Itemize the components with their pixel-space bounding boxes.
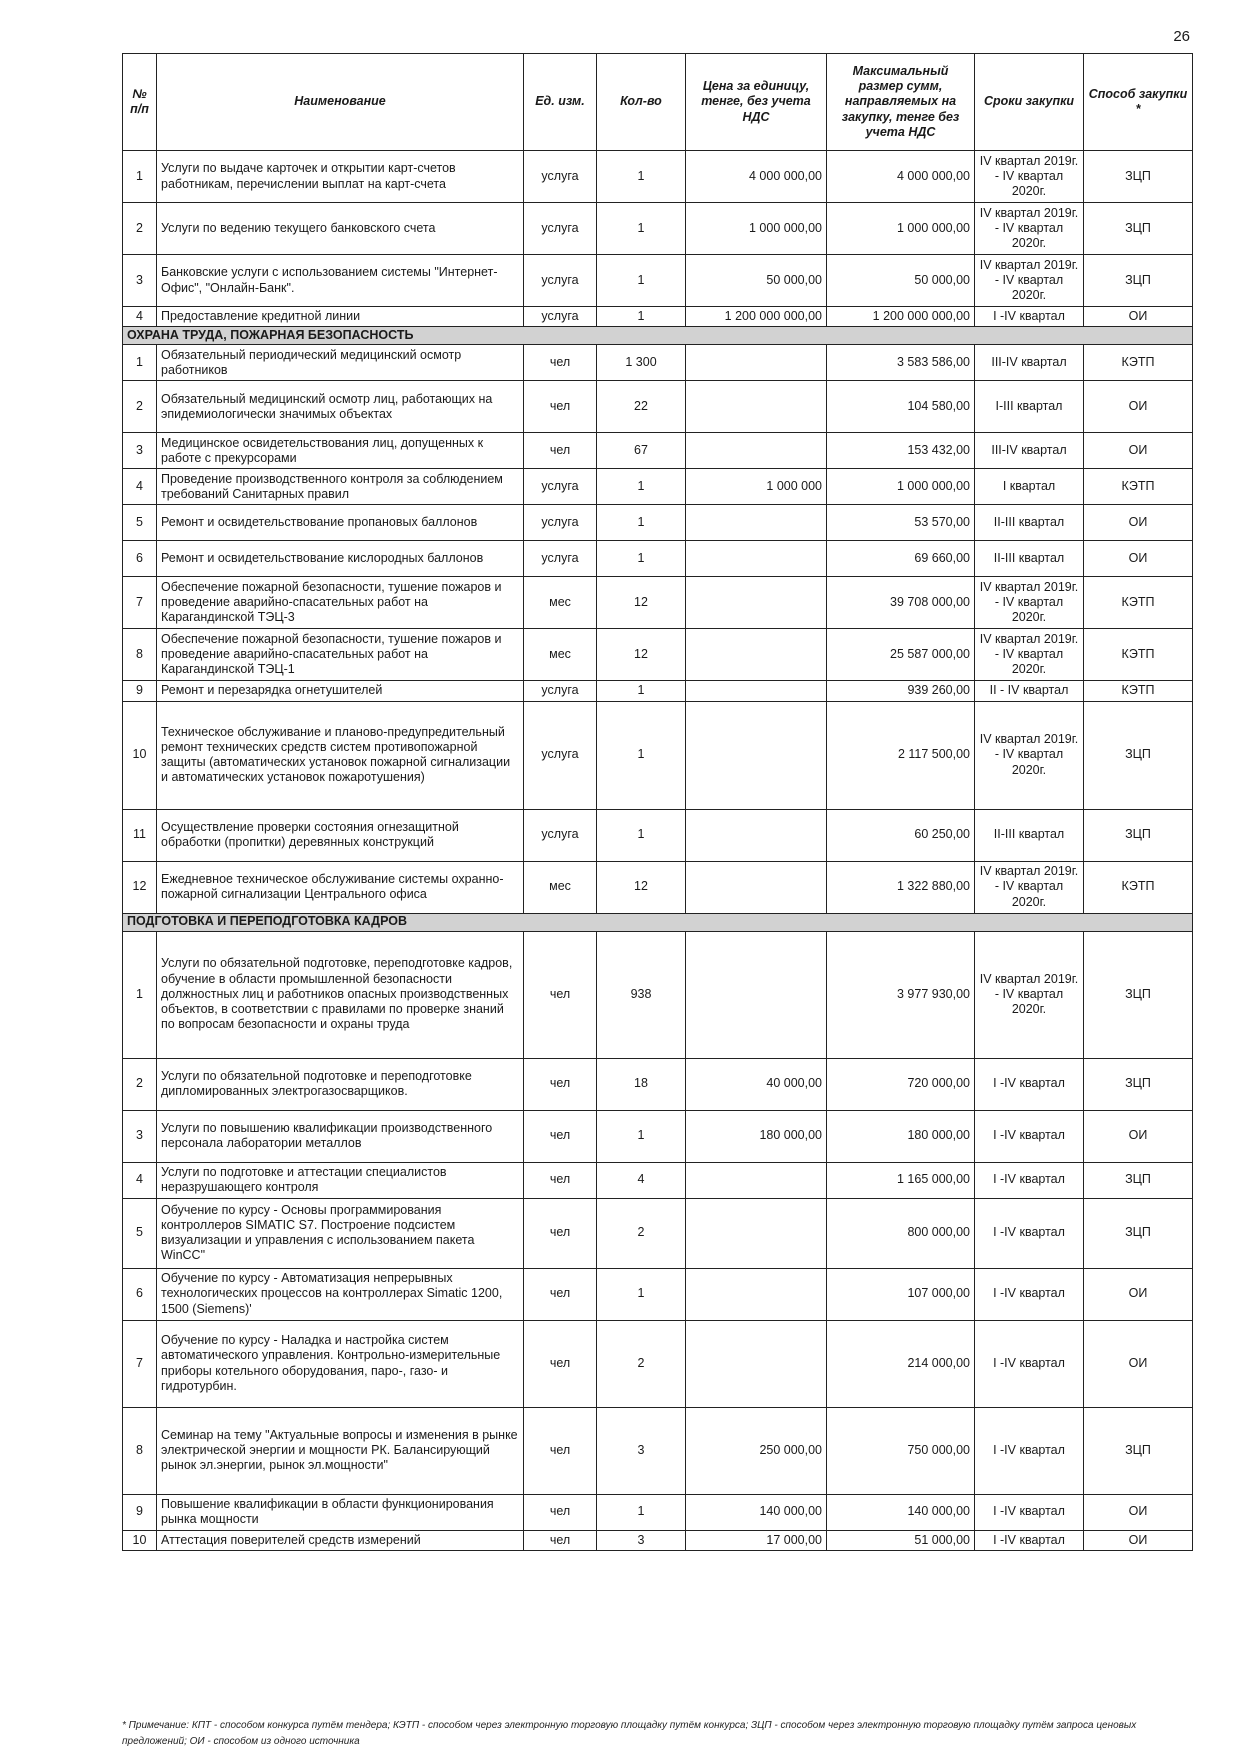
- item-name-cell: Техническое обслуживание и планово-предупредительный ремонт технических средств систем противопожарной защиты (автоматических установок пожарной сигнализации и автоматических установок пожаротушения): [157, 701, 524, 809]
- method-cell: ЗЦП: [1084, 151, 1193, 203]
- unit-price-cell: [686, 505, 827, 541]
- table-row: [123, 629, 1193, 681]
- quantity-cell: 1: [597, 151, 686, 203]
- table-row: [123, 151, 1193, 203]
- max-amount-cell: 1 000 000,00: [827, 469, 975, 505]
- item-name-cell: Услуги по выдаче карточек и открытии карт-счетов работникам, перечислении выплат на карт-счета: [157, 151, 524, 203]
- max-amount-cell: 53 570,00: [827, 505, 975, 541]
- item-name-cell: Медицинское освидетельствования лиц, допущенных к работе с прекурсорами: [157, 433, 524, 469]
- unit-price-cell: 140 000,00: [686, 1494, 827, 1530]
- table-row: [123, 1110, 1193, 1162]
- method-cell: ЗЦП: [1084, 931, 1193, 1058]
- quantity-cell: 1: [597, 505, 686, 541]
- method-cell: ЗЦП: [1084, 701, 1193, 809]
- page-number: 26: [1173, 28, 1190, 45]
- item-name-cell: Обеспечение пожарной безопасности, тушение пожаров и проведение аварийно-спасательных работ на Карагандинской ТЭЦ-1: [157, 629, 524, 681]
- period-cell: I -IV квартал: [975, 1320, 1084, 1407]
- max-amount-cell: 69 660,00: [827, 541, 975, 577]
- method-cell: ОИ: [1084, 307, 1193, 327]
- unit-cell: чел: [524, 1198, 597, 1268]
- item-name-cell: Аттестация поверителей средств измерений: [157, 1530, 524, 1550]
- item-name-cell: Ремонт и перезарядка огнетушителей: [157, 681, 524, 701]
- quantity-cell: 1: [597, 469, 686, 505]
- unit-price-cell: 50 000,00: [686, 255, 827, 307]
- quantity-cell: 12: [597, 577, 686, 629]
- header-price: Цена за единицу, тенге, без учета НДС: [686, 54, 827, 151]
- header-no: № п/п: [123, 54, 157, 151]
- period-cell: IV квартал 2019г. - IV квартал 2020г.: [975, 629, 1084, 681]
- item-name-cell: Банковские услуги с использованием системы "Интернет-Офис", "Онлайн-Банк".: [157, 255, 524, 307]
- item-name-cell: Обязательный периодический медицинский осмотр работников: [157, 345, 524, 381]
- unit-price-cell: [686, 931, 827, 1058]
- row-number-cell: 6: [123, 541, 157, 577]
- unit-price-cell: 1 000 000,00: [686, 203, 827, 255]
- method-cell: ЗЦП: [1084, 255, 1193, 307]
- max-amount-cell: 939 260,00: [827, 681, 975, 701]
- item-name-cell: Обучение по курсу - Автоматизация непрерывных технологических процессов на контроллерах Simatic 1200, 1500 (Siemens)': [157, 1268, 524, 1320]
- unit-price-cell: [686, 433, 827, 469]
- table-row: [123, 1162, 1193, 1198]
- item-name-cell: Обеспечение пожарной безопасности, тушение пожаров и проведение аварийно-спасательных работ на Карагандинской ТЭЦ-3: [157, 577, 524, 629]
- row-number-cell: 11: [123, 809, 157, 861]
- quantity-cell: 1: [597, 1268, 686, 1320]
- table-row: [123, 681, 1193, 701]
- method-cell: КЭТП: [1084, 345, 1193, 381]
- item-name-cell: Обязательный медицинский осмотр лиц, работающих на эпидемиологически значимых объектах: [157, 381, 524, 433]
- method-cell: ЗЦП: [1084, 809, 1193, 861]
- max-amount-cell: 51 000,00: [827, 1530, 975, 1550]
- period-cell: IV квартал 2019г. - IV квартал 2020г.: [975, 151, 1084, 203]
- quantity-cell: 1: [597, 1494, 686, 1530]
- row-number-cell: 3: [123, 1110, 157, 1162]
- method-cell: ЗЦП: [1084, 1058, 1193, 1110]
- unit-cell: чел: [524, 931, 597, 1058]
- quantity-cell: 2: [597, 1198, 686, 1268]
- table-row: [123, 701, 1193, 809]
- item-name-cell: Ремонт и освидетельствование пропановых баллонов: [157, 505, 524, 541]
- table-row: [123, 809, 1193, 861]
- quantity-cell: 1: [597, 1110, 686, 1162]
- unit-cell: услуга: [524, 203, 597, 255]
- section-header-row: [123, 913, 1193, 931]
- table-row: [123, 469, 1193, 505]
- item-name-cell: Услуги по подготовке и аттестации специалистов неразрушающего контроля: [157, 1162, 524, 1198]
- max-amount-cell: 720 000,00: [827, 1058, 975, 1110]
- period-cell: I -IV квартал: [975, 1407, 1084, 1494]
- unit-cell: услуга: [524, 255, 597, 307]
- unit-price-cell: [686, 1320, 827, 1407]
- unit-cell: услуга: [524, 809, 597, 861]
- quantity-cell: 1: [597, 203, 686, 255]
- max-amount-cell: 107 000,00: [827, 1268, 975, 1320]
- item-name-cell: Предоставление кредитной линии: [157, 307, 524, 327]
- unit-price-cell: [686, 541, 827, 577]
- unit-cell: услуга: [524, 541, 597, 577]
- method-cell: КЭТП: [1084, 629, 1193, 681]
- table-row: [123, 577, 1193, 629]
- item-name-cell: Повышение квалификации в области функционирования рынка мощности: [157, 1494, 524, 1530]
- row-number-cell: 4: [123, 1162, 157, 1198]
- method-cell: ОИ: [1084, 1494, 1193, 1530]
- table-row: [123, 203, 1193, 255]
- method-cell: ОИ: [1084, 505, 1193, 541]
- quantity-cell: 2: [597, 1320, 686, 1407]
- max-amount-cell: 25 587 000,00: [827, 629, 975, 681]
- method-cell: КЭТП: [1084, 861, 1193, 913]
- row-number-cell: 9: [123, 1494, 157, 1530]
- header-qty: Кол-во: [597, 54, 686, 151]
- period-cell: I -IV квартал: [975, 1198, 1084, 1268]
- method-cell: ЗЦП: [1084, 1407, 1193, 1494]
- quantity-cell: 1 300: [597, 345, 686, 381]
- header-period: Сроки закупки: [975, 54, 1084, 151]
- row-number-cell: 5: [123, 1198, 157, 1268]
- row-number-cell: 12: [123, 861, 157, 913]
- method-cell: ОИ: [1084, 541, 1193, 577]
- unit-price-cell: [686, 1198, 827, 1268]
- max-amount-cell: 750 000,00: [827, 1407, 975, 1494]
- row-number-cell: 3: [123, 433, 157, 469]
- method-cell: ЗЦП: [1084, 1162, 1193, 1198]
- unit-cell: чел: [524, 345, 597, 381]
- header-unit: Ед. изм.: [524, 54, 597, 151]
- period-cell: IV квартал 2019г. - IV квартал 2020г.: [975, 203, 1084, 255]
- section-header-row: [123, 327, 1193, 345]
- item-name-cell: Проведение производственного контроля за соблюдением требований Санитарных правил: [157, 469, 524, 505]
- row-number-cell: 1: [123, 345, 157, 381]
- period-cell: II-III квартал: [975, 541, 1084, 577]
- period-cell: II - IV квартал: [975, 681, 1084, 701]
- period-cell: I -IV квартал: [975, 1530, 1084, 1550]
- method-cell: ОИ: [1084, 1320, 1193, 1407]
- table-row: [123, 931, 1193, 1058]
- unit-price-cell: 1 200 000 000,00: [686, 307, 827, 327]
- unit-cell: услуга: [524, 469, 597, 505]
- unit-price-cell: [686, 809, 827, 861]
- quantity-cell: 12: [597, 861, 686, 913]
- period-cell: I -IV квартал: [975, 1110, 1084, 1162]
- max-amount-cell: 214 000,00: [827, 1320, 975, 1407]
- item-name-cell: Услуги по повышению квалификации производственного персонала лаборатории металлов: [157, 1110, 524, 1162]
- max-amount-cell: 2 117 500,00: [827, 701, 975, 809]
- unit-price-cell: [686, 861, 827, 913]
- max-amount-cell: 50 000,00: [827, 255, 975, 307]
- unit-cell: услуга: [524, 681, 597, 701]
- item-name-cell: Осуществление проверки состояния огнезащитной обработки (пропитки) деревянных конструкций: [157, 809, 524, 861]
- item-name-cell: Ежедневное техническое обслуживание системы охранно-пожарной сигнализации Центрального офиса: [157, 861, 524, 913]
- unit-price-cell: 40 000,00: [686, 1058, 827, 1110]
- quantity-cell: 22: [597, 381, 686, 433]
- unit-cell: услуга: [524, 701, 597, 809]
- item-name-cell: Обучение по курсу - Наладка и настройка систем автоматического управления. Контрольно-измерительные приборы котельного оборудования, паро-, газо- и гидротурбин.: [157, 1320, 524, 1407]
- period-cell: IV квартал 2019г. - IV квартал 2020г.: [975, 931, 1084, 1058]
- unit-price-cell: [686, 701, 827, 809]
- item-name-cell: Услуги по обязательной подготовке, переподготовке кадров, обучение в области промышленной безопасности должностных лиц и работников опасных производственных объектов, в соответствии с правилами по проверке знаний по вопросам безопасности и охраны труда: [157, 931, 524, 1058]
- period-cell: III-IV квартал: [975, 345, 1084, 381]
- unit-price-cell: [686, 577, 827, 629]
- unit-price-cell: 17 000,00: [686, 1530, 827, 1550]
- header-name: Наименование: [157, 54, 524, 151]
- unit-cell: чел: [524, 1268, 597, 1320]
- item-name-cell: Услуги по обязательной подготовке и переподготовке дипломированных электрогазосварщиков.: [157, 1058, 524, 1110]
- period-cell: III-IV квартал: [975, 433, 1084, 469]
- unit-cell: чел: [524, 1320, 597, 1407]
- method-cell: ОИ: [1084, 1268, 1193, 1320]
- row-number-cell: 2: [123, 203, 157, 255]
- unit-cell: чел: [524, 1110, 597, 1162]
- header-max-amount: Максимальный размер сумм, направляемых на закупку, тенге без учета НДС: [827, 54, 975, 151]
- row-number-cell: 8: [123, 1407, 157, 1494]
- max-amount-cell: 180 000,00: [827, 1110, 975, 1162]
- quantity-cell: 1: [597, 255, 686, 307]
- quantity-cell: 1: [597, 541, 686, 577]
- unit-price-cell: [686, 681, 827, 701]
- period-cell: IV квартал 2019г. - IV квартал 2020г.: [975, 861, 1084, 913]
- period-cell: I -IV квартал: [975, 1058, 1084, 1110]
- max-amount-cell: 1 200 000 000,00: [827, 307, 975, 327]
- row-number-cell: 5: [123, 505, 157, 541]
- unit-cell: услуга: [524, 505, 597, 541]
- table-row: [123, 1530, 1193, 1550]
- unit-cell: чел: [524, 1407, 597, 1494]
- section-title: ОХРАНА ТРУДА, ПОЖАРНАЯ БЕЗОПАСНОСТЬ: [123, 327, 1193, 345]
- quantity-cell: 18: [597, 1058, 686, 1110]
- section-title: ПОДГОТОВКА И ПЕРЕПОДГОТОВКА КАДРОВ: [123, 913, 1193, 931]
- quantity-cell: 4: [597, 1162, 686, 1198]
- table-row: [123, 381, 1193, 433]
- table-row: [123, 255, 1193, 307]
- method-cell: ЗЦП: [1084, 203, 1193, 255]
- quantity-cell: 67: [597, 433, 686, 469]
- max-amount-cell: 1 165 000,00: [827, 1162, 975, 1198]
- method-cell: ОИ: [1084, 1530, 1193, 1550]
- row-number-cell: 4: [123, 469, 157, 505]
- table-row: [123, 1198, 1193, 1268]
- max-amount-cell: 4 000 000,00: [827, 151, 975, 203]
- unit-price-cell: [686, 1268, 827, 1320]
- row-number-cell: 9: [123, 681, 157, 701]
- unit-price-cell: [686, 629, 827, 681]
- table-row: [123, 307, 1193, 327]
- max-amount-cell: 3 583 586,00: [827, 345, 975, 381]
- row-number-cell: 10: [123, 701, 157, 809]
- period-cell: I -IV квартал: [975, 1494, 1084, 1530]
- period-cell: I-III квартал: [975, 381, 1084, 433]
- row-number-cell: 7: [123, 577, 157, 629]
- table-row: [123, 1058, 1193, 1110]
- header-method: Способ закупки *: [1084, 54, 1193, 151]
- period-cell: I -IV квартал: [975, 1162, 1084, 1198]
- period-cell: IV квартал 2019г. - IV квартал 2020г.: [975, 701, 1084, 809]
- row-number-cell: 3: [123, 255, 157, 307]
- row-number-cell: 7: [123, 1320, 157, 1407]
- quantity-cell: 3: [597, 1530, 686, 1550]
- method-cell: КЭТП: [1084, 469, 1193, 505]
- procurement-table: [122, 53, 1193, 1551]
- period-cell: I квартал: [975, 469, 1084, 505]
- item-name-cell: Обучение по курсу - Основы программирования контроллеров SIMATIC S7. Построение подсистем визуализации и управления с использованием пакета WinCC": [157, 1198, 524, 1268]
- max-amount-cell: 800 000,00: [827, 1198, 975, 1268]
- table-row: [123, 861, 1193, 913]
- max-amount-cell: 153 432,00: [827, 433, 975, 469]
- period-cell: II-III квартал: [975, 809, 1084, 861]
- unit-cell: мес: [524, 577, 597, 629]
- table-row: [123, 1407, 1193, 1494]
- unit-cell: мес: [524, 629, 597, 681]
- unit-cell: чел: [524, 1530, 597, 1550]
- item-name-cell: Услуги по ведению текущего банковского счета: [157, 203, 524, 255]
- method-cell: КЭТП: [1084, 681, 1193, 701]
- footnote: * Примечание: КПТ - способом конкурса путём тендера; КЭТП - способом через электронную торговую площадку путём конкурса; ЗЦП - способом через электронную торговую площадку путём запроса ценовых предложений; ОИ - способом из одного источника: [122, 1720, 1137, 1747]
- unit-price-cell: [686, 1162, 827, 1198]
- unit-price-cell: [686, 381, 827, 433]
- method-cell: ЗЦП: [1084, 1198, 1193, 1268]
- unit-cell: услуга: [524, 151, 597, 203]
- period-cell: I -IV квартал: [975, 1268, 1084, 1320]
- max-amount-cell: 39 708 000,00: [827, 577, 975, 629]
- quantity-cell: 1: [597, 307, 686, 327]
- quantity-cell: 1: [597, 701, 686, 809]
- table-body: [123, 151, 1193, 1551]
- row-number-cell: 8: [123, 629, 157, 681]
- max-amount-cell: 140 000,00: [827, 1494, 975, 1530]
- unit-cell: мес: [524, 861, 597, 913]
- table-row: [123, 541, 1193, 577]
- method-cell: ОИ: [1084, 433, 1193, 469]
- table-row: [123, 1320, 1193, 1407]
- unit-price-cell: 180 000,00: [686, 1110, 827, 1162]
- unit-price-cell: 4 000 000,00: [686, 151, 827, 203]
- unit-cell: услуга: [524, 307, 597, 327]
- row-number-cell: 1: [123, 151, 157, 203]
- unit-cell: чел: [524, 1162, 597, 1198]
- row-number-cell: 6: [123, 1268, 157, 1320]
- row-number-cell: 2: [123, 381, 157, 433]
- quantity-cell: 938: [597, 931, 686, 1058]
- max-amount-cell: 60 250,00: [827, 809, 975, 861]
- max-amount-cell: 1 322 880,00: [827, 861, 975, 913]
- item-name-cell: Ремонт и освидетельствование кислородных баллонов: [157, 541, 524, 577]
- row-number-cell: 2: [123, 1058, 157, 1110]
- unit-cell: чел: [524, 1058, 597, 1110]
- max-amount-cell: 3 977 930,00: [827, 931, 975, 1058]
- row-number-cell: 1: [123, 931, 157, 1058]
- max-amount-cell: 104 580,00: [827, 381, 975, 433]
- method-cell: ОИ: [1084, 381, 1193, 433]
- unit-price-cell: 1 000 000: [686, 469, 827, 505]
- item-name-cell: Семинар на тему "Актуальные вопросы и изменения в рынке электрической энергии и мощности РК. Балансирующий рынок эл.энергии, рынок эл.мощности": [157, 1407, 524, 1494]
- quantity-cell: 1: [597, 681, 686, 701]
- unit-price-cell: 250 000,00: [686, 1407, 827, 1494]
- table-row: [123, 433, 1193, 469]
- row-number-cell: 4: [123, 307, 157, 327]
- unit-cell: чел: [524, 1494, 597, 1530]
- period-cell: II-III квартал: [975, 505, 1084, 541]
- quantity-cell: 3: [597, 1407, 686, 1494]
- table-row: [123, 505, 1193, 541]
- max-amount-cell: 1 000 000,00: [827, 203, 975, 255]
- unit-price-cell: [686, 345, 827, 381]
- table-row: [123, 1268, 1193, 1320]
- period-cell: IV квартал 2019г. - IV квартал 2020г.: [975, 577, 1084, 629]
- unit-cell: чел: [524, 433, 597, 469]
- period-cell: I -IV квартал: [975, 307, 1084, 327]
- method-cell: КЭТП: [1084, 577, 1193, 629]
- table-row: [123, 1494, 1193, 1530]
- table-row: [123, 345, 1193, 381]
- row-number-cell: 10: [123, 1530, 157, 1550]
- period-cell: IV квартал 2019г. - IV квартал 2020г.: [975, 255, 1084, 307]
- unit-cell: чел: [524, 381, 597, 433]
- quantity-cell: 1: [597, 809, 686, 861]
- method-cell: ОИ: [1084, 1110, 1193, 1162]
- quantity-cell: 12: [597, 629, 686, 681]
